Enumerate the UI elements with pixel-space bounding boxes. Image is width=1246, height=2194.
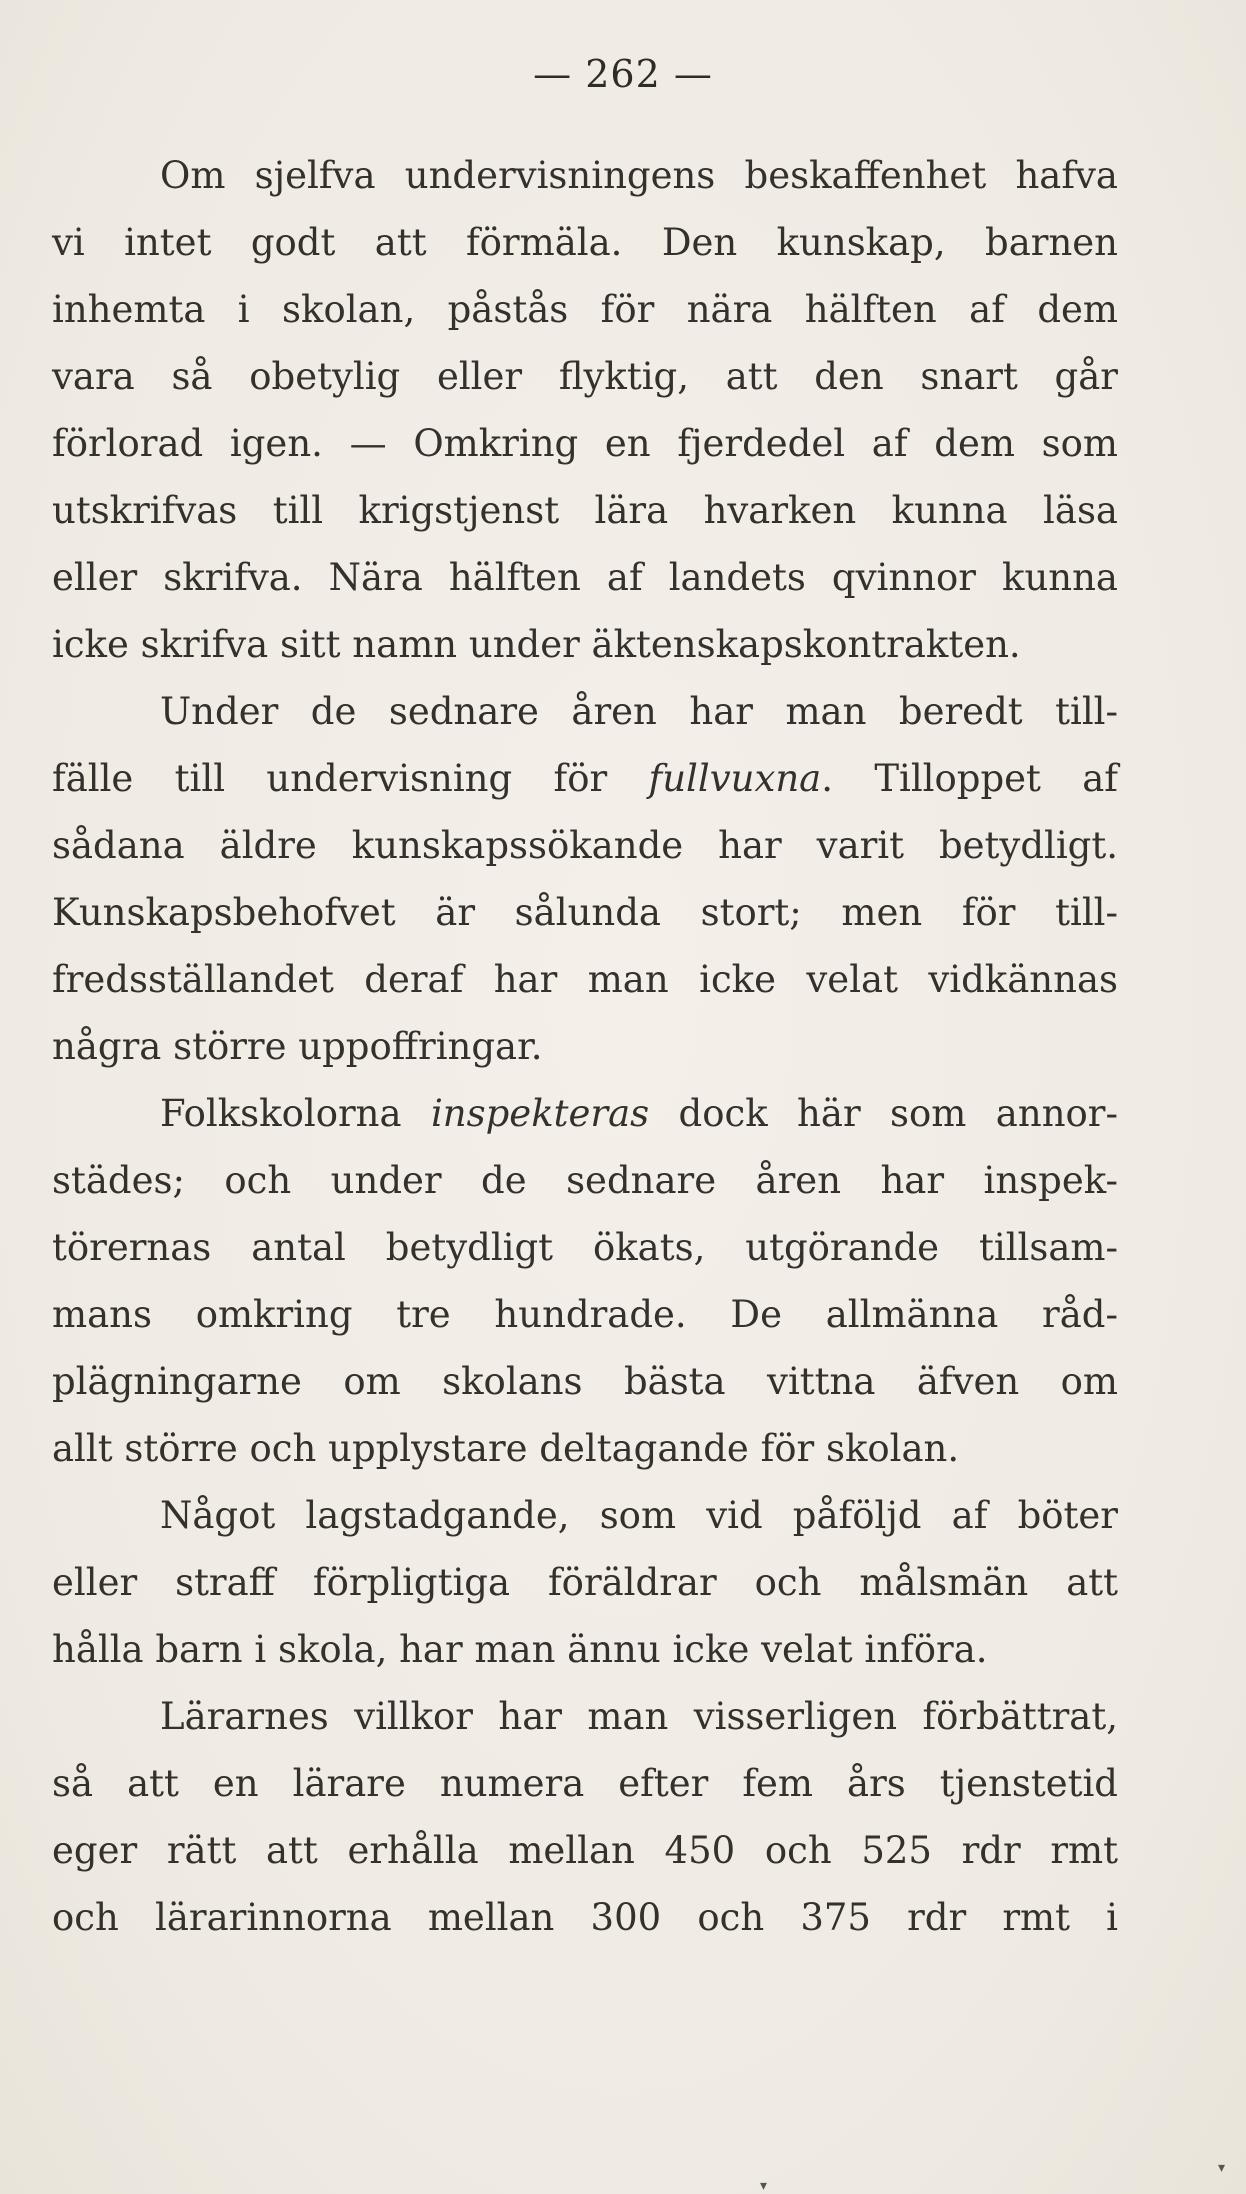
text-line: och lärarinnorna mellan 300 och 375 rdr rmt i	[52, 1896, 1118, 1939]
text-line: hålla barn i skola, har man ännu icke velat införa.	[52, 1628, 988, 1671]
text-line: mans omkring tre hundrade. De allmänna råd-	[52, 1293, 1118, 1336]
text-line: städes; och under de sednare åren har inspek-	[52, 1159, 1118, 1202]
text-line: fredsställandet deraf har man icke velat vidkännas	[52, 958, 1118, 1001]
text-line: allt större och upplystare deltagande för skolan.	[52, 1427, 960, 1470]
text-line: förlorad igen. — Omkring en fjerdedel af dem som	[52, 422, 1118, 465]
text-line: Om sjelfva undervisningens beskaffenhet hafva	[160, 154, 1118, 197]
text-line: eller straff förpligtiga föräldrar och målsmän att	[52, 1561, 1118, 1604]
scan-speck: ▾	[1218, 2160, 1226, 2176]
text-line: vara så obetylig eller flyktig, att den snart går	[52, 355, 1118, 398]
text-line: vi intet godt att förmäla. Den kunskap, barnen	[52, 221, 1118, 264]
italic-word: inspekteras	[430, 1092, 650, 1135]
text-line: Lärarnes villkor har man visserligen förbättrat,	[160, 1695, 1118, 1738]
text-line: så att en lärare numera efter fem års tjenstetid	[52, 1762, 1118, 1805]
page-number: — 262 —	[533, 52, 713, 96]
text-line: eller skrifva. Nära hälften af landets qvinnor kunna	[52, 556, 1118, 599]
text-line-with-italic: fälle till undervisning för fullvuxna. Tilloppet af	[52, 757, 1118, 800]
body-text	[52, 142, 1118, 1951]
text-line: några större uppoffringar.	[52, 1025, 543, 1068]
italic-word: fullvuxna	[648, 757, 822, 800]
text-line: Något lagstadgande, som vid påföljd af böter	[160, 1494, 1118, 1537]
text-line: inhemta i skolan, påstås för nära hälften af dem	[52, 288, 1118, 331]
text-line: eger rätt att erhålla mellan 450 och 525 rdr rmt	[52, 1829, 1118, 1872]
text-line: törernas antal betydligt ökats, utgörande tillsam-	[52, 1226, 1118, 1269]
text-line: plägningarne om skolans bästa vittna äfven om	[52, 1360, 1118, 1403]
scan-speck: ▾	[760, 2178, 768, 2194]
text-line: sådana äldre kunskapssökande har varit betydligt.	[52, 824, 1118, 867]
text-line: Under de sednare åren har man beredt till-	[160, 690, 1118, 733]
text-line: Kunskapsbehofvet är sålunda stort; men för till-	[52, 891, 1118, 934]
text-line: utskrifvas till krigstjenst lära hvarken kunna läsa	[52, 489, 1118, 532]
text-line-with-italic: Folkskolorna inspekteras dock här som annor-	[160, 1092, 1118, 1135]
text-line: icke skrifva sitt namn under äktenskapskontrakten.	[52, 623, 1021, 666]
